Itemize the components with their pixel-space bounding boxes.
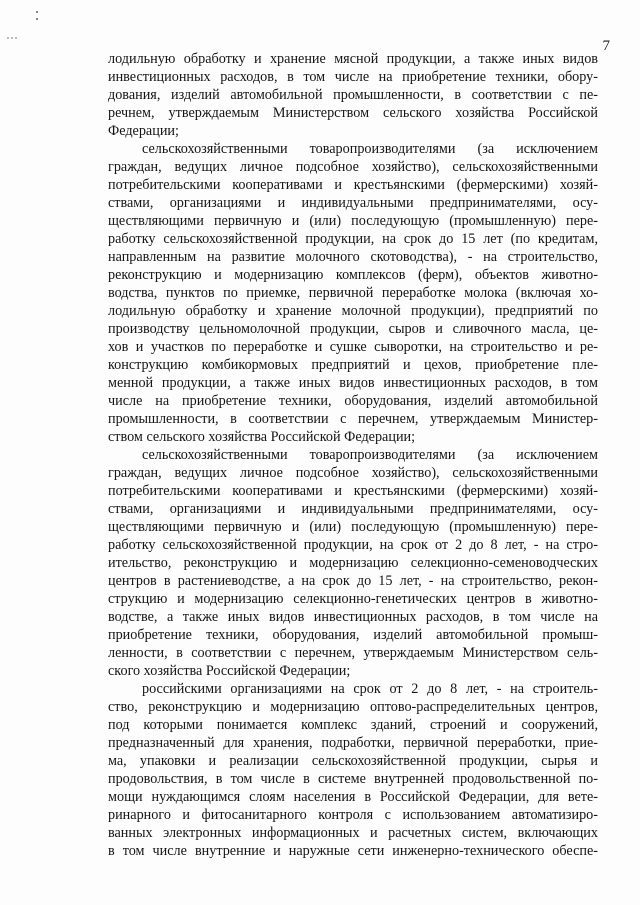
text-line: российскими организациями на срок от 2 до 8 лет, - на строитель-: [142, 681, 598, 697]
text-line: центров в растениеводстве, а на срок до 15 лет, - на строительство, рекон-: [108, 573, 598, 589]
text-line: под которыми понимается комплекс зданий, строений и сооружений,: [108, 717, 598, 733]
text-line: сельскохозяйственными товаропроизводителями (за исключением: [142, 447, 598, 463]
document-body: [108, 50, 598, 860]
text-line: продовольствия, в том числе в системе внутренней продовольственной по-: [108, 771, 598, 787]
text-line: конструкцию комбикормовых предприятий и цехов, приобретение пле-: [108, 357, 598, 373]
text-line: предназначенный для хранения, подработки, первичной переработки, прие-: [108, 735, 598, 751]
text-line: ванных электронных информационных и расчетных систем, включающих: [108, 825, 598, 841]
text-line: граждан, ведущих личное подсобное хозяйство), сельскохозяйственными: [108, 159, 598, 175]
text-line: мощи нуждающимся слоям населения в Российской Федерации, для вете-: [108, 789, 598, 805]
text-line: ствами, организациями и индивидуальными предпринимателями, осу-: [108, 195, 598, 211]
text-line: ством сельского хозяйства Российской Федерации;: [108, 429, 416, 445]
text-line: ществляющими первичную и (или) последующую (промышленную) пере-: [108, 213, 598, 229]
paragraph-2: [108, 140, 598, 446]
text-line: инвестиционных расходов, в том числе на приобретение техники, обору-: [108, 69, 598, 85]
text-line: сельскохозяйственными товаропроизводителями (за исключением: [142, 141, 598, 157]
text-line: лодильную обработку и хранение молочной продукции), предприятий по: [108, 303, 598, 319]
text-line: работку сельскохозяйственной продукции, на срок от 2 до 8 лет, - на стро-: [108, 537, 598, 553]
text-line: менной продукции, а также иных видов инвестиционных расходов, в том: [108, 375, 598, 391]
text-line: водстве, а также иных видов инвестиционных расходов, в том числе на: [108, 609, 598, 625]
text-line: направленным на развитие молочного скотоводства), - на строительство,: [108, 249, 598, 265]
text-line: приобретение техники, оборудования, изделий автомобильной промыш-: [108, 627, 598, 643]
text-line: ществляющими первичную и (или) последующую (промышленную) пере-: [108, 519, 598, 535]
text-line: в том числе внутренние и наружные сети инженерно-технического обеспе-: [108, 843, 598, 859]
scan-corner-marks: [6, 6, 46, 46]
text-line: струкцию и модернизацию селекционно-генетических центров в животно-: [108, 591, 598, 607]
text-line: ринарного и фитосанитарного контроля с использованием автоматизиро-: [108, 807, 598, 823]
text-line: ство, реконструкцию и модернизацию оптово-распределительных центров,: [108, 699, 598, 715]
text-line: ленности, в соответствии с перечнем, утверждаемым Министерством сель-: [108, 645, 598, 661]
text-line: речнем, утверждаемым Министерством сельского хозяйства Российской: [108, 105, 598, 121]
paragraph-1: [108, 50, 598, 140]
text-line: производству цельномолочной продукции, сыров и сливочного масла, це-: [108, 321, 598, 337]
text-line: Федерации;: [108, 123, 179, 139]
text-line: числе на приобретение техники, оборудования, изделий автомобильной: [108, 393, 598, 409]
text-line: ского хозяйства Российской Федерации;: [108, 663, 351, 679]
text-line: ительство, реконструкцию и модернизацию селекционно-семеноводческих: [108, 555, 598, 571]
paragraph-4: [108, 680, 598, 860]
text-line: промышленности, в соответствии с перечнем, утверждаемым Министер-: [108, 411, 598, 427]
text-line: дования, изделий автомобильной промышленности, в соответствии с пе-: [108, 87, 598, 103]
text-line: хов и участков по переработке и сушке сыворотки, на строительство и ре-: [108, 339, 598, 355]
text-line: работку сельскохозяйственной продукции, на срок до 15 лет (по кредитам,: [108, 231, 598, 247]
text-line: потребительскими кооперативами и крестьянскими (фермерскими) хозяй-: [108, 177, 598, 193]
text-line: реконструкцию и модернизацию комплексов (ферм), объектов животно-: [108, 267, 598, 283]
text-line: ма, упаковки и реализации сельскохозяйственной продукции, сырья и: [108, 753, 598, 769]
text-line: водства, пунктов по приемке, первичной переработке молока (включая хо-: [108, 285, 598, 301]
text-line: граждан, ведущих личное подсобное хозяйство), сельскохозяйственными: [108, 465, 598, 481]
text-line: лодильную обработку и хранение мясной продукции, а также иных видов: [108, 51, 598, 67]
paragraph-3: [108, 446, 598, 680]
text-line: ствами, организациями и индивидуальными предпринимателями, осу-: [108, 501, 598, 517]
page-number: 7: [602, 38, 610, 54]
text-line: потребительскими кооперативами и крестьянскими (фермерскими) хозяй-: [108, 483, 598, 499]
